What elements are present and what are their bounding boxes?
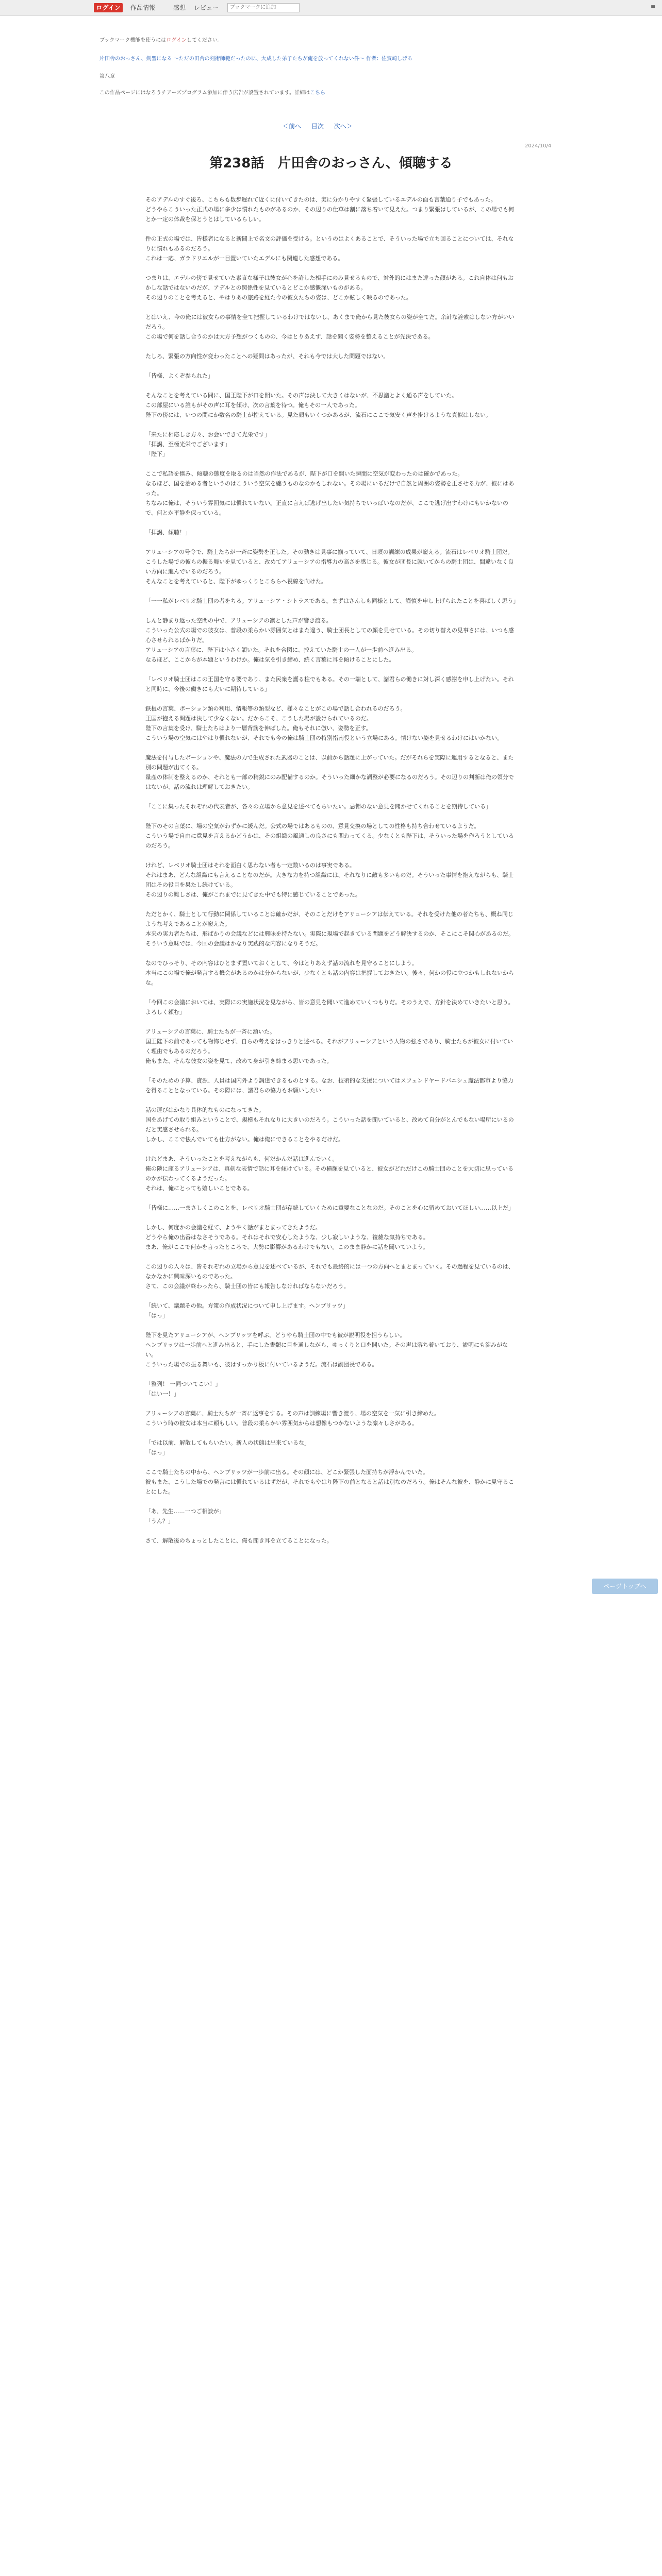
bookmark-notice-text: ブックマーク機能を使うには bbox=[100, 38, 167, 43]
post-date: 2024/10/4 bbox=[525, 143, 552, 149]
login-link[interactable]: ログイン bbox=[166, 38, 187, 43]
body-paragraph: 「一一私がレベリオ騎士団の者をちる。アリューシア・シトラスである。まずはさんしも同様として、謹慎を申し上げられたことを喜ばしく思う」 bbox=[145, 598, 519, 604]
body-paragraph: 「拝謁、傾聴！」 bbox=[145, 529, 191, 536]
body-paragraph: なのでひっそり、その内容はひとまず置いておくとして、今はとりあえず話の流れを見守ることにしよう。 本当にこの場で俺が発言する機会があるのかは分からないが、少なくとも話の内容は把握しておきたい。後々、何かの役に立つかもしれないからな。 bbox=[145, 960, 514, 986]
body-paragraph: 陛下のその言葉に、場の空気がわずかに緩んだ。公式の場ではあるものの、意見交換の場としての性格も持ち合わせているようだ。 こういう場で自由に意見を言えるかどうかは、その組織の風通しの良さにも関わってくる。少なくとも陛下は、そういった場を作ろうとしているのだろう。 bbox=[145, 823, 514, 849]
body-paragraph: 「来たに相応しき方々、お会いできて光栄です」 「拝謁、至極光栄でございます」 「陛下」 bbox=[145, 431, 270, 457]
body-paragraph: 件の正式の場では、皆様者になると新聞上で名文の評価を受ける。というのはよくあることで、そういった場で立ち回ることについては、それなりに慣れもあるのだろう。 これは一応、ガラドリエルが一目置いていたエデルにも関連した感想である。 bbox=[145, 235, 514, 262]
body-paragraph: アリューシアの言葉に、騎士たちが一斉に返事をする。その声は訓練場に響き渡り、場の空気を一気に引き締めた。 こういう時の彼女は本当に頼もしい。普段の柔らかい雰囲気からは想像もつかないような凛々しさがある。 bbox=[145, 1410, 440, 1427]
body-paragraph: とはいえ、今の俺には彼女らの事情を全て把握しているわけではないし、あくまで俺から見た彼女らの姿が全てだ。余計な詮索はしない方がいいだろう。 この場で何を話し合うのかは大方予想がつくものの、今はとりあえず、話を聞く姿勢を整えることが先決である。 bbox=[145, 314, 515, 340]
body-paragraph: 「ここに集ったそれぞれの代表者が、各々の立場から意見を述べてもらいたい。忌憚のない意見を聞かせてくれることを期待している」 bbox=[145, 803, 491, 810]
body-paragraph: しかし、何度かの会議を経て、ようやく話がまとまってきたようだ。 どうやら俺の出番はなさそうである。それはそれで安心したような、少し寂しいような、複雑な気持ちである。 まあ、俺がここで何かを言ったところで、大勢に影響があるわけでもない。このまま静かに話を聞いていよう。 bbox=[145, 1224, 429, 1250]
body-paragraph: 鉄板の言葉、ボーション類の利用、情報等の類型など、様々なことがこの場で話し合われるのだろう。 王国が抱える問題は決して少なくない。だからこそ、こうした場が設けられているのだ。 陛下の言葉を受け、騎士たちはより一層背筋を伸ばした。俺もそれに倣い、姿勢を正す。 こういう場の空気にはやはり慣れないが、それでも今の俺は騎士団の特別指南役という立場にある。情けない姿を見せるわけにはいかない。 bbox=[145, 705, 503, 741]
login-button[interactable]: ログイン bbox=[94, 3, 123, 12]
body-paragraph: 「あ、先生……一つご相談が」 「うん？」 bbox=[145, 1508, 225, 1524]
body-paragraph: たしろ、緊張の方向性が変わったことへの疑問はあったが、それも今では大した問題ではない。 bbox=[145, 353, 389, 360]
ad-details-link[interactable]: こちら bbox=[310, 90, 326, 96]
novel-navigation bbox=[278, 122, 357, 130]
body-paragraph: さて、解散後のちょっとしたことに、俺も聞き耳を立てることになった。 bbox=[145, 1537, 333, 1544]
body-paragraph: アリューシアの号令で、騎士たちが一斉に姿勢を正した。その動きは見事に揃っていて、日頃の訓練の成果が窺える。流石はレベリオ騎士団だ。 こうした場での彼らの振る舞いを見ていると、改めてアリューシアの指導力の高さを感じる。彼女が団長に就いてからの騎士団は、間違いなく良い方向に進んでいるのだろう。 そんなことを考えていると、陛下がゆっくりとこちらへ視線を向けた。 bbox=[145, 549, 514, 585]
bookmark-notice bbox=[100, 37, 223, 44]
body-paragraph: けれど、レベリオ騎士団はそれを面白く思わない者も一定数いるのは事実である。 それはまあ、どんな組織にも言えることなのだが。大きな力を持つ組織には、それなりに敵も多いものだ。そういった事情を抱えながらも、騎士団はその役目を果たし続けている。 その辺りの難しさは、俺がこれまでに見てきた中でも特に感じていることであった。 bbox=[145, 862, 514, 898]
chapter-label: 第八章 bbox=[100, 74, 115, 79]
body-paragraph: 「続いて、議題その他。方策の作成状況について申し上げます。ヘンブリッツ」 「はっ」 bbox=[145, 1302, 349, 1319]
body-paragraph: 「整列！ 一同ついてこい！」 「はい一！」 bbox=[145, 1381, 221, 1397]
nav-reviews[interactable]: レビュー bbox=[194, 4, 219, 11]
body-paragraph: 「皆様に……一まさしくこのことを、レベリオ騎士団が存続していくために重要なことなのだ。そのことを心に留めておいてほしい……以上だ」 bbox=[145, 1205, 514, 1211]
top-bar bbox=[0, 0, 662, 16]
body-paragraph: そのアデルのすぐ後ろ、こちらも数歩遅れて近くに付いてきたのは、実に分かりやすく緊張しているエデルの面も言葉通り子でもあった。 どうやらこういった正式の場に多少は慣れたものがあるのか、その辺りの仕草は割に落ち着いて見えた。つまり緊張はしているが、この場でも何とか一定の体裁を保とうとはしているらしい。 bbox=[145, 196, 514, 223]
series-title-link[interactable]: 片田舎のおっさん、剣聖になる 〜ただの田舎の剣術師範だったのに、大成した弟子たちが俺を放ってくれない件〜 作者：佐賀崎しげる bbox=[100, 56, 412, 62]
body-paragraph: 「レベリオ騎士団はこの王国を守る要であり、また民衆を護る柱でもある。その一端として、諸君らの働きに対し深く感謝を申し上げたい。それと同時に、今後の働きにも大いに期待している」 bbox=[145, 676, 514, 692]
body-paragraph: けれどまあ、そういったことを考えながらも、何だかんだ話は進んでいく。 俺の隣に座るアリューシアは、真剣な表情で話に耳を傾けている。その横顔を見ていると、彼女がどれだけこの騎士団のことを大切に思っているのかが伝わってくるようだった。 それは、俺にとっても嬉しいことである。 bbox=[145, 1156, 514, 1192]
body-paragraph: 「今回この会議においては、実際にの実施状況を見ながら、皆の意見を聞いて進めていくつもりだ。そのうえで、方針を決めていきたいと思う。よろしく頼む」 bbox=[145, 999, 514, 1015]
menu-icon[interactable]: ≡ bbox=[651, 3, 656, 10]
body-paragraph: アリューシアの言葉に、騎士たちが一斉に頷いた。 国王陛下の前であっても物怖じせず、自らの考えをはっきりと述べる。それがアリューシアという人物の強さであり、騎士たちが彼女に付いていく理由でもあるのだろう。 俺もまた、そんな彼女の姿を見て、改めて身が引き締まる思いであった。 bbox=[145, 1028, 514, 1064]
ad-notice bbox=[100, 90, 325, 97]
next-link[interactable]: 次へ＞ bbox=[334, 123, 353, 130]
bookmark-input[interactable] bbox=[227, 3, 300, 12]
ad-notice-text: この作品ページにはなろうチアーズプログラム参加に伴う広告が設置されています。詳細は bbox=[100, 90, 310, 96]
body-paragraph: つまりは、エデルの傍で見せていた素直な様子は彼女が心を許した相手にのみ見せるもので、対外的にはまた違った顔がある。これ自体は何もおかしな話ではないのだが、アデルとの関係性を見ているとどこか感慨深いものがある。 その辺りのことを考えると、やはりあの旅路を経た今の彼女たちの姿は、どこか眩しく映るのであった。 bbox=[145, 275, 514, 301]
body-paragraph: ここで騎士たちの中から、ヘンブリッツが一歩前に出る。その顔には、どこか緊張した面持ちが浮かんでいた。 彼もまた、こうした場での発言には慣れているはずだが、それでもやはり陛下の前となると話は別なのだろう。俺はそんな彼を、静かに見守ることにした。 bbox=[145, 1469, 514, 1495]
body-paragraph: そんなことを考えている間に、国王陛下が口を開いた。その声は決して大きくはないが、不思議とよく通る声をしていた。 この部屋にいる誰もがその声に耳を傾け、次の言葉を待つ。俺もその一人であった。 陛下の傍には、いつの間にか数名の騎士が控えている。見た顔もいくつかあるが、流石にここで気安く声を掛けるような真似はしない。 bbox=[145, 392, 491, 418]
toc-link[interactable]: 目次 bbox=[311, 123, 324, 130]
nav-impressions[interactable]: 感想 bbox=[173, 4, 186, 11]
body-paragraph: ここで私語を慎み、傾聴の態度を取るのは当然の作法であるが、陛下が口を開いた瞬間に空気が変わったのは確かであった。 なるほど、国を治める者というのはこういう空気を纏うものなのかもしれない。その場にいるだけで自然と周囲の姿勢を正させる力が、彼にはあった。 ちなみに俺は、そういう雰囲気には慣れていない。正直に言えば逃げ出したい気持ちでいっぱいなのだが、ここで逃げ出すわけにもいかないので、何とか平静を保っている。 bbox=[145, 470, 514, 516]
page-top-button[interactable]: ページトップへ bbox=[592, 1579, 658, 1594]
body-paragraph: 陛下を見たアリューシアが、ヘンブリッツを呼ぶ。どうやら騎士団の中でも彼が説明役を担うらしい。 ヘンブリッツは一歩前へと進み出ると、手にした書類に目を通しながら、ゆっくりと口を開いた。その声は落ち着いており、説明にも淀みがない。 こういった場での振る舞いも、彼はすっかり板に付いているようだ。流石は副団長である。 bbox=[145, 1332, 508, 1368]
nav-work-info[interactable]: 作品情報 bbox=[130, 4, 156, 11]
body-paragraph: この辺りの人々は、皆それぞれの立場から意見を述べているが、それでも最終的には一つの方向へとまとまっていく。その過程を見ているのは、なかなかに興味深いものであった。 さて、この会議が終わったら、騎士団の皆にも報告しなければならないだろう。 bbox=[145, 1263, 514, 1290]
body-paragraph: 話の運びはかなり具体的なものになってきた。 国をあげての取り組みということで、規模もそれなりに大きいのだろう。こういった話を聞いていると、改めて自分がとんでもない場所にいるのだと実感させられる。 しかし、ここで怯んでいても仕方がない。俺は俺にできることをやるだけだ。 bbox=[145, 1107, 514, 1143]
bookmark-notice-tail: してください。 bbox=[186, 38, 223, 43]
prev-link[interactable]: ＜前へ bbox=[283, 123, 302, 130]
chapter-title: 第238話 片田舎のおっさん、傾聴する bbox=[209, 156, 453, 171]
chapter-body bbox=[145, 195, 517, 1555]
body-paragraph: 「皆様、よくぞ参られた」 bbox=[145, 372, 213, 379]
body-paragraph: 魔法を付与したボーションや、魔法の力で生成された武器のことは、以前から話題に上がっていた。だがそれらを実際に運用するとなると、また別の問題が出てくる。 量産の体制を整えるのか、それとも一部の精鋭にのみ配備するのか。そういった細かな調整が必要になるのだろう。その辺りの判断は俺の領分ではないが、話の流れは理解しておきたい。 bbox=[145, 754, 514, 790]
body-paragraph: 「では以前、解散してもらいたい。新人の状態は出来ているな」 「はっ」 bbox=[145, 1439, 310, 1456]
body-paragraph: しんと静まり返った空間の中で、アリューシアの凛とした声が響き渡る。 こういった公式の場での彼女は、普段の柔らかい雰囲気とはまた違う、騎士団長としての顔を見せている。その切り替えの見事さには、いつも感心させられるばかりだ。 アリューシアの言葉に、陛下は小さく頷いた。それを合図に、控えていた騎士の一人が一歩前へ進み出る。 なるほど、ここからが本題というわけか。俺は気を引き締め、続く言葉に耳を傾けることにした。 bbox=[145, 617, 514, 663]
body-paragraph: ただとかく、騎士として行動に関係していることは確かだが、そのことだけをアリューシアは伝えている。それを受けた他の者たちも、概ね同じような考えであることが窺えた。 本来の実力者たちは、形ばかりの会議などには興味を持たない。実際に現場で起きている問題をどう解決するのか、そこにこそ関心があるのだ。 そういう意味では、今回の会議はかなり実践的な内容になりそうだ。 bbox=[145, 911, 514, 947]
body-paragraph: 「そのための予算、資源、人員は国内外より調達できるものとする。なお、技術的な支援についてはスフェンドヤードバニシュ魔法都市より協力を得ることとなっている。その際には、諸君らの協力もお願いしたい」 bbox=[145, 1077, 514, 1094]
